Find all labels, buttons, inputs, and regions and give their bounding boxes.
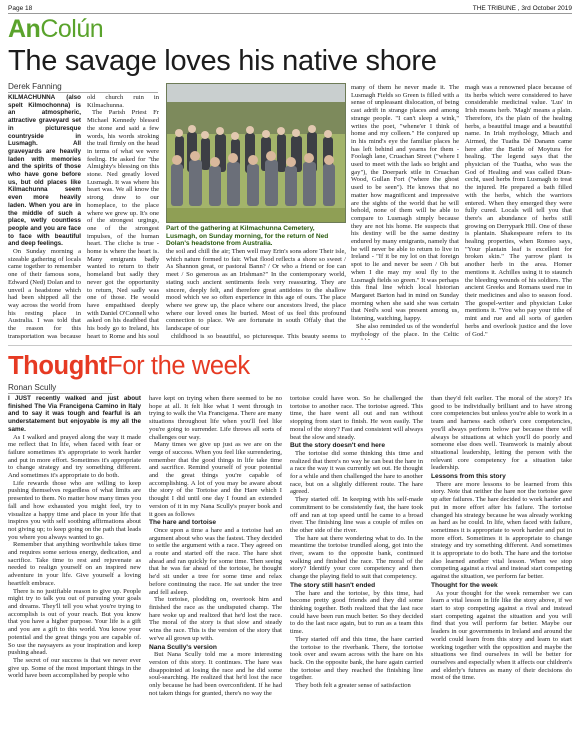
article-paragraph: old church ruin in Kilmachunna. — [87, 94, 159, 109]
article-paragraph: magh was a renowned place because of its herbs which were considered to have considerable medicinal value. 'Lus' in Irish means herb. 'Magh' means a plain. Therefore, it's the plain of the healing herbs, a beautiful image and a beautiful name. In Irish mythology, Miach and Airmed, the Tuatha Dé Danann came here after the Battle of Moytura for healing. The legend says that the physician of the Tuatha, who was the God of Healing and was called Dian-cecht, used herbs from Lusmagh to treat the injured. He prepared a bath filled with the herbs, which the warriors entered. When they emerged they were fully cured. Locals will tell you that there's an abundance of herbs still growing on Derrypark Hill. One of these is plantain. Shakespeare refers to its healing properties, when Romeo says, "Your plantain leaf is excellent for broken skin." The yarrow plant is another herb in the area. Homer mentions it. Achilles using it to staunch the bleeding wounds of his soldiers. The ancient Greeks and Romans used rue in their medicines and also to season food. The gospel-writer and physician Luke mentions it. "You who pay your tithe of mint and rue and all sorts of garden herbs and overlook justice and the love of God." — [465, 84, 572, 338]
article-paragraph: They both felt a greater sense of satisfaction — [295, 682, 411, 690]
article-headline: The savage loves his native shore — [8, 45, 437, 77]
article2-column-1 — [8, 395, 141, 729]
article-paragraph: She also reminded us of the wonderful mythology of the place. In the Celtic — [351, 322, 459, 338]
article-paragraph: There are more lessons to be learned from this story. Note that neither the hare nor the tortoise gave up after failures. The hare decided to work harder and put in more effort after his failure. The tortoise changed his strategy because he was already working as hard as he could. In life, when faced with failure, sometimes it is appropriate to work harder and put in more effort. Sometimes it is appropriate to change strategy and try something different. And sometimes it is appropriate to do both. The hare and the tortoise also learned another vital lesson. When we stop competing against a rival and instead start competing against the situation, we perform far better. — [431, 480, 572, 581]
article-paragraph: There is no justifiable reason to give up. People might try to talk you out of pursuing your goals and dreams. They'll tell you what you're trying to accomplish is out of your reach. But you know that you have a higher purpose. Your life is a gift and you are a gift to this world. You know your potential and the great things you are capable of. So use the naysayers as your inspiration and keep pushing ahead. — [8, 587, 141, 657]
subheading: Lessons from this story — [431, 473, 506, 481]
article2-column-2 — [149, 395, 282, 729]
article-paragraph: The tortoise did some thinking this time and realized that there's no way he can beat the hare in a race the way it was currently set out. He thought for a while and then challenged the hare to another race, but on a slightly different route. The hare agreed. — [290, 449, 423, 496]
subheading: Nana Scully's version — [149, 643, 217, 651]
article-column-1 — [8, 94, 81, 340]
article-paragraph: The secret of our success is that we never ever give up. Some of the most important things in the world have been accomplished by people who — [8, 656, 141, 680]
article-paragraph: They started off and this time, the hare carried the tortoise to the riverbank. There, the tortoise took over and swam across with the hare on his back. On the opposite bank, the hare again carried the tortoise and they reached the finishing line together. — [290, 635, 423, 682]
section-title-part-a: An — [8, 15, 41, 43]
section-title-thought-for-the-week — [8, 352, 250, 380]
article-paragraph: Many times we give up just as we are on the verge of success. When you feel like surrendering, remember that the good things in life take time and sacrifice. Remind yourself of your potential and the great things you're capable of accomplishing. A lot of you may be aware about the story of the Tortoise and the Hare which I thought I did until one day I found an extended version of it in my Nana Scully's prayer book and it goes as follows — [149, 441, 282, 518]
article-paragraph: KILMACHUNNA (also spelt Kilmochonna) is an atmospheric, attractive graveyard set in picturesque countryside in Lusmagh. All graveyards are heavily laden with memories and the spirits of those who have gone before us, but old places like Kilmachunna seem even more heavily laden. When you are in the middle of such a place, wetly countless people and you are face to face with beautiful and deep feelings. — [8, 94, 81, 248]
article-column-5 — [465, 84, 572, 340]
article-byline: Derek Fanning — [8, 82, 158, 93]
article2-byline: Ronan Scully — [8, 383, 112, 394]
article-paragraph: Once upon a time a hare and a tortoise had an argument about who was the fastest. They decided to settle the argument with a race. They agreed on a route and started off the race. The hare shot ahead and ran quickly for some time. Then seeing that he was far ahead of the tortoise, he thought he'd sit under a tree for some time and relax before continuing the race. He sat under the tree and fell asleep. — [149, 526, 282, 596]
section2-title-part-b: For the week — [107, 352, 250, 380]
subheading: The story still hasn't ended — [290, 581, 376, 589]
article-paragraph: tortoise could have won. So he challenged the tortoise to another race. The tortoise agreed. This time, the hare went all out and ran without stopping from start to finish. He won easily. The moral of the story? Fast and consistent will always beat the slow and steady. — [290, 395, 423, 441]
article-paragraph: The hare and the tortoise, by this time, had become pretty good friends and they did some thinking together. Both realized that the last race could have been run much better. So they decided to do the last race again, but to run as a team this time. — [290, 589, 423, 636]
article-paragraph: But Nana Scully told me a more interesting version of this story. It continues. The hare was disappointed at losing the race and he did some soul-searching. He realized that he'd lost the race only because he had been overconfident. If he had not taken things for granted, there's no way the — [149, 651, 282, 697]
article-column-4 — [351, 84, 459, 340]
article-paragraph: than they'd felt earlier. The moral of the story? It's good to be individually brilliant and to have strong core competencies but unless you're able to work in a team and harness each other's core competencies, you'll always perform below par because there will always be situations at which you'll do poorly and someone else does well. Teamwork is mainly about situational leadership, letting the person with the relevant core competency for a situation take leadership. — [431, 395, 572, 472]
article-paragraph: They started off. In keeping with his self-made commitment to be consistently fast, the hare took off and ran at top speed until he came to a broad river. The finishing line was a couple of miles on the other side of the river. — [290, 496, 423, 534]
subheading: But the story doesn't end here — [290, 442, 385, 450]
article2-column-4 — [431, 395, 572, 729]
page-number: Page 18 — [8, 4, 33, 12]
article-paragraph: Remember that anything worthwhile takes time and requires some serious energy, dedication, and sacrifice. Take time to rest and rejuvenate as needed to realign yourself on an inspired new adventure in your life. Give yourself a loving heartfelt embrace. — [8, 541, 141, 587]
article-paragraph: Life rewards those who are willing to keep pushing themselves regardless of what limits are presented to them. No matter how many times you fall and how exhausted you might feel, try to visualize a happy time and place in your life that inspires you with self soothing affirmations about not giving up; to keep going on the path that leads you where you always wanted to go. — [8, 479, 141, 541]
section2-title-part-a: Thought — [8, 352, 108, 380]
section-divider — [8, 345, 572, 346]
gathering-photo — [166, 83, 346, 223]
photo-image — [167, 84, 346, 223]
photo-caption: Part of the gathering at Kilmachunna Cemetery, Lusmagh, on Sunday morning, for the return of Ned Dolan's headstone from Australia. — [166, 225, 329, 247]
article-column-3 — [166, 248, 346, 340]
subheading: Thought for the week — [431, 581, 498, 589]
article-paragraph: The hare sat there wondering what to do. In the meantime the tortoise trundled along, got into the river, swam to the opposite bank, continued walking and finished the race. The moral of the story? Identify your core competency and then change the playing field to suit that competency. — [290, 534, 423, 581]
article-column-2 — [87, 94, 159, 340]
subheading: The hare and tortoise — [149, 519, 217, 527]
article-paragraph: As your thought for the week remember we can learn a vital lesson in life like the story above, if we start to stop competing against a rival and instead start competing against the situation and you will find that you will perform far better. Maybe our leaders in our governments in Ireland and around the world could learn from this story and learn to start working together with the opposition and maybe the situations we find ourselves in will be better for ourselves and especially when it affects our children's and elderly's futures as many of their decisions do most of the time. — [431, 589, 572, 682]
article2-column-3 — [290, 395, 423, 729]
section-title-part-b: Colún — [40, 15, 104, 43]
article-paragraph: childhood is so beautiful, so picturesque. This beauty seems to — [171, 332, 346, 340]
masthead: THE TRIBUNE , 3rd October 2019 — [472, 4, 572, 12]
article-paragraph: the soil and chill the air; Then well may Erin's sons adore Their isle, which nature formed to fair. What flood reflects a shore so sweet / As Shannon great, or pastoral Bann? / Or who a friend or foe can meet / So generous as an Irishman?" In the contemporary world, stating such ancient sentiments feels very reassuring. They are sincere, deeply felt, and therefore great antidotes to the shallow mood which we so often experience in this age of ours. The place where we grew up, the place where our ancestors lived, the place where our loved ones lie buried. Most of us feel this profound connection to place. We are fortunate in south Offaly that the landscape of our — [166, 248, 346, 333]
article-paragraph: The Parish Priest Fr Michael Kennedy blessed the stone and said a few words, his words stroking the trail firmly on the head in terms of what we were feeling. He asked for "the Almighty's blessing on this stone. Ned greatly loved Lusmagh. It was where his heart was. We all know the strong draw to our homeplace, to the place where we grew up. It's one of the strongest urgings, one of the strongest impulses, of the human heart. The cliche is true - home is where the heart is. Many emigrants badly wanted to return to their homeland but sadly they never got the opportunity to return, Ned sadly was one of those. He would have empathised deeply with Daniel O'Connell who asked on his deathbed that his body go to Ireland, his heart to Rome and his soul — [87, 109, 159, 340]
article-paragraph: On Sunday morning a sizeable gathering of locals came together to remember one of their famous sons, Edward (Ned) Dolan and to unveil a headstone which had been shipped all the way across the world from his resting place in Australia. I was told that the reason for this transportation was because — [8, 248, 81, 340]
article-paragraph: have kept on trying when there seemed to be no hope at all. It felt like what I went through in trying to walk the Via Francigena. There are many situations throughout life when you'll feel like you're going to surrender. Life throws all sorts of challenges our way. — [149, 395, 282, 441]
article-paragraph: As I walked and prayed along the way it made me reflect that In life, when faced with fear or failure sometimes it's appropriate to work harder and put in more effort. Sometimes it's appropriate to change strategy and try something different. And sometimes it's appropriate to do both. — [8, 433, 141, 480]
article-paragraph: The tortoise, plodding on, overtook him and finished the race as the undisputed champ. The hare woke up and realized that he'd lost the race. The moral of the story is that slow and steady wins the race. This is the version of the story that we've all grown up with. — [149, 596, 282, 642]
article-paragraph: I JUST recently walked and just about finished The Via Francigena Camino in Italy and to say it was tough and fearful is an understatement but enjoyable is my all the same. — [8, 395, 141, 433]
section-title-an-colun — [8, 15, 103, 43]
page-header — [8, 3, 572, 14]
article-paragraph: many of them he never made it. The Lusmagh Fields so Green is filled with a sense of unpleasant dislocation, of being cast adrift in strange places and among strange people. "I can't sleep a wink," writes the poet, "whene'er I think of home and my colleen." He conjured up in his mind's eye the familiar places he has left behind and yearns for them - Foolagh lane, Cruachan Street ("where I used to meet with the lads so bright and gay"), the Doerpark stile in Cruachan Wood, Gullan Fort ("where the ghost used to be seen"). He knows that no matter how magnificent and impressive are the sights of the world that he will behold, none of them will be able to compare to Lusmagh simply because they are not his home. He suspects that his destiny will be the same destiny endured by many emigrants, namely that he will never be able to return to live in Ireland - "If it be my lot on that foreign spot to lie and never be seen / Oh but when I die may my soul fly to the Lusmagh fields so green." It was perhaps this final line which local historian Margaret Barton had in mind on Sunday morning when she said she was certain that Ned's soul was present among us, listening, watching, happy. — [351, 84, 459, 323]
